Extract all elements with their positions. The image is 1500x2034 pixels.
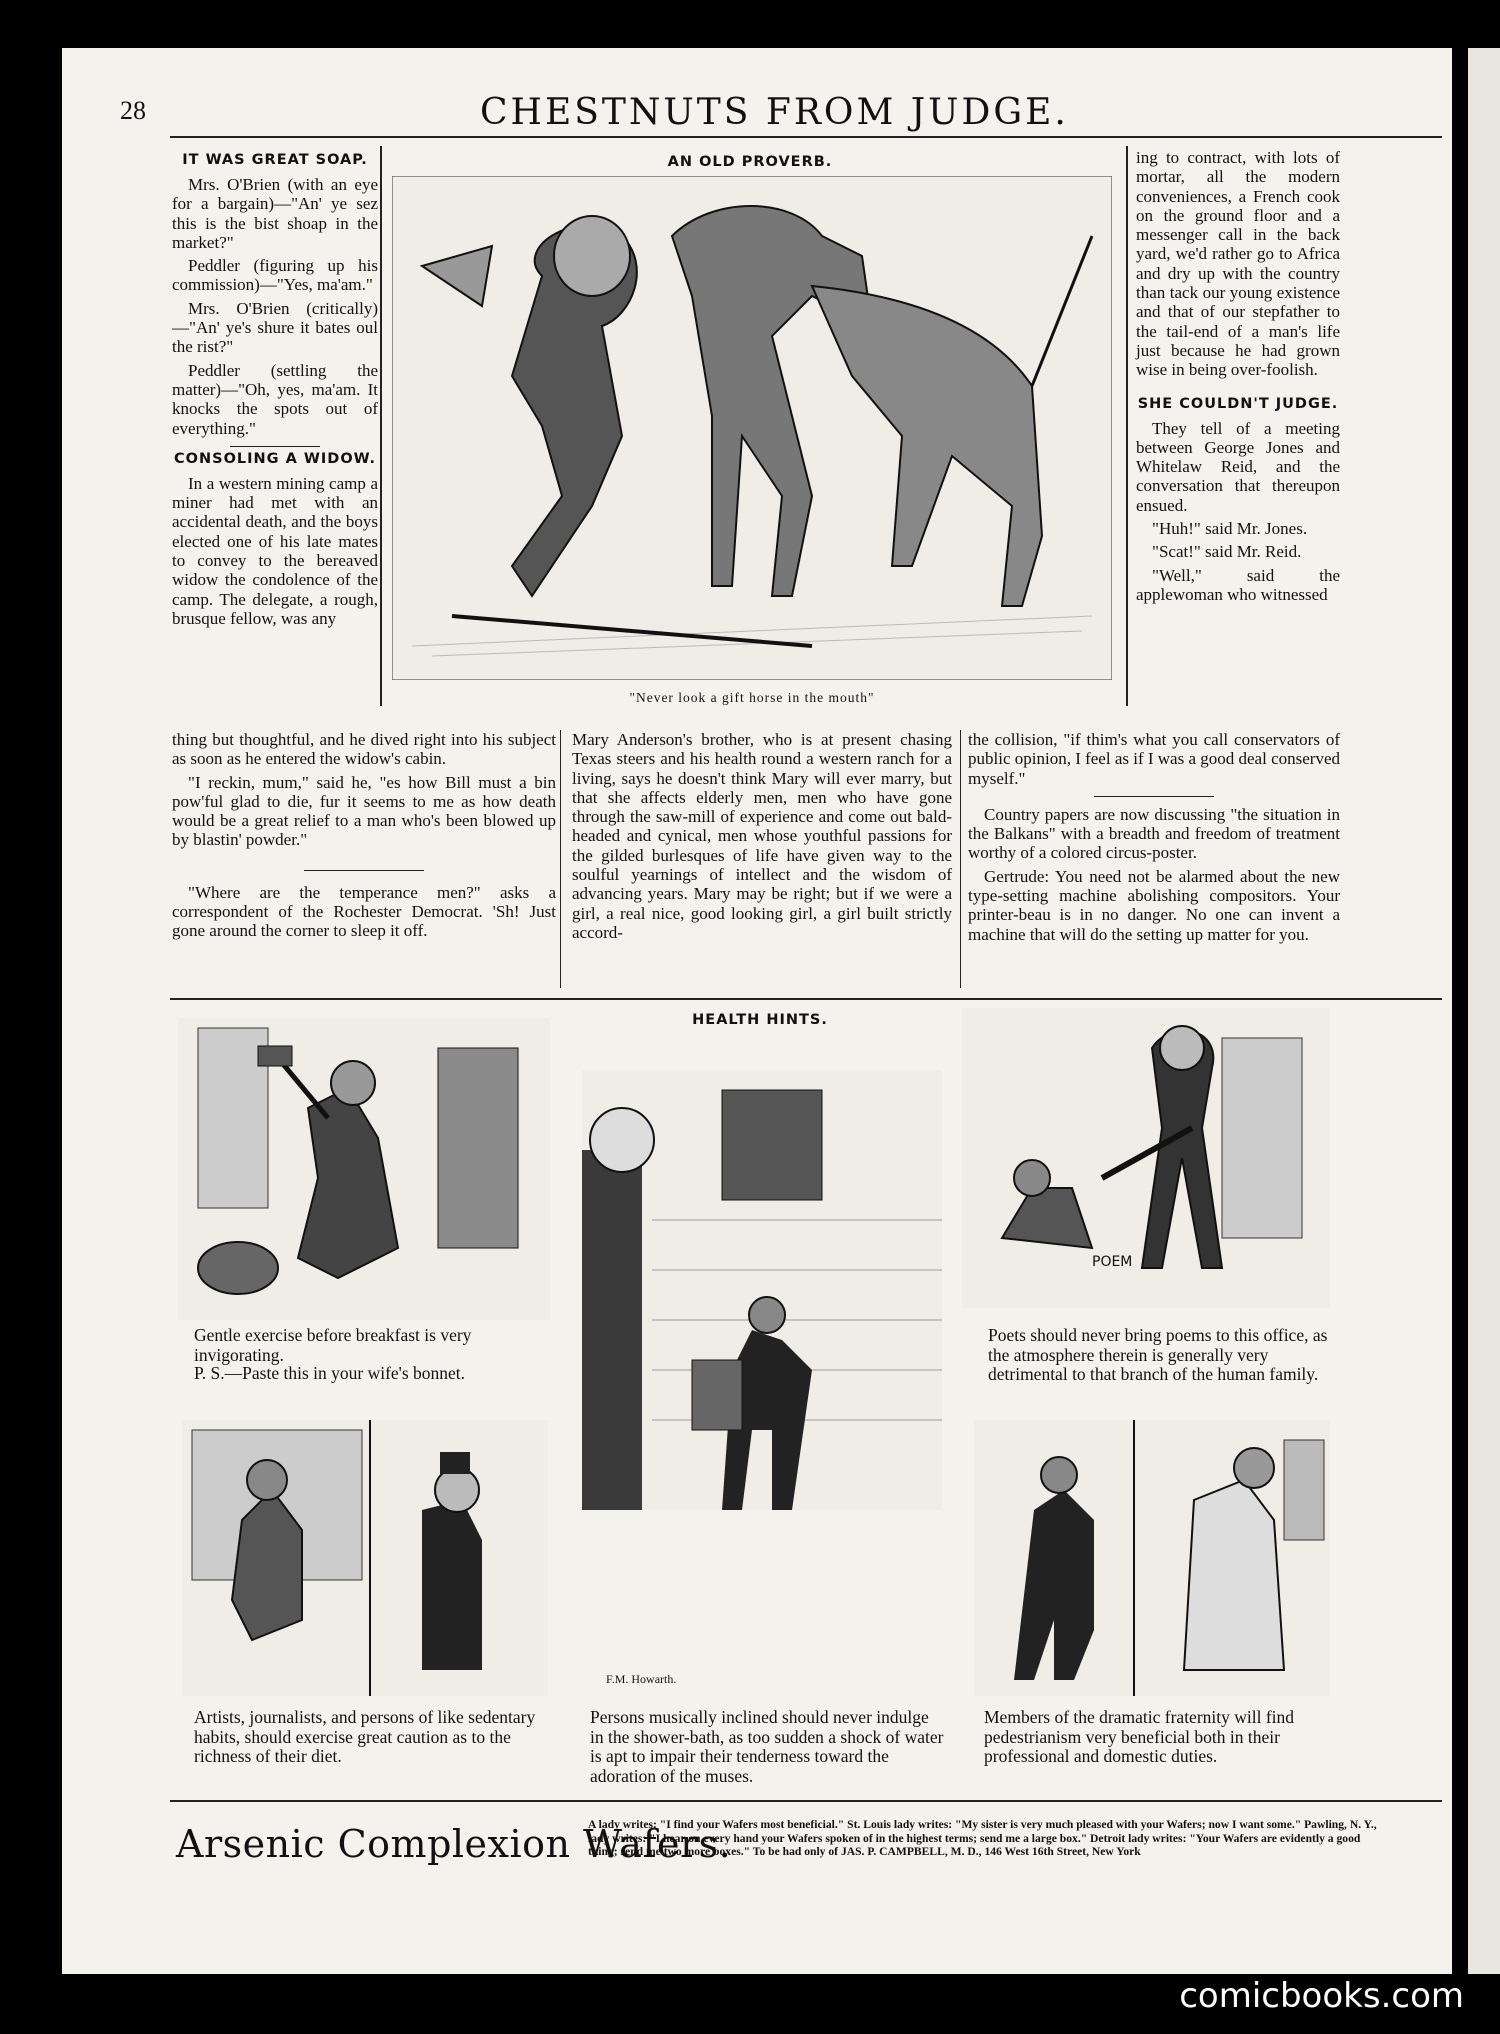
page-number: 28 bbox=[120, 96, 146, 125]
header-rule bbox=[170, 136, 1442, 138]
judge-paragraph: "Huh!" said Mr. Jones. bbox=[1152, 519, 1308, 539]
anderson-text: Mary Anderson's brother, who is at present chasing Texas steers and his health round a western ranch for a living, says he doesn't think Mary will ever marry, but that she affects elderly men, men who have gone through the saw-mill of experience and come out bald-headed and cynical, men whose youthful passions for the gilded burlesques of life have given way to the soulful yearnings of intellect and the wisdom of advancing years. Mary may be right; but if we were a girl, a real nice, good looking girl, a girl built strictly accord- bbox=[572, 730, 952, 942]
frame-left bbox=[380, 146, 382, 706]
judge-paragraph: "Scat!" said Mr. Reid. bbox=[1152, 542, 1302, 562]
page-title: CHESTNUTS FROM JUDGE. bbox=[480, 92, 1069, 133]
contract-text: ing to contract, with lots of mortar, all the modern conveniences, a French cook on the ground floor and a messenger call in the back yard, we'd rather go to Africa and dry up with the country than tack our young existence and that of our stepfather to the tail-end of a man's life just because he had grown wise in being over-foolish. bbox=[1136, 148, 1340, 380]
soap-paragraph: Peddler (settling the matter)—"Oh, yes, ma'am. It knocks the spots out of everything." bbox=[172, 360, 378, 438]
column-lower-middle bbox=[572, 730, 952, 946]
gift-horse-drawing bbox=[392, 176, 1112, 680]
panel-gentle-exercise bbox=[178, 1018, 550, 1320]
section-divider bbox=[230, 446, 320, 447]
caption-dramatic: Members of the dramatic fraternity will find pedestrianism very beneficial both in their professional and domestic duties. bbox=[984, 1707, 1295, 1766]
caption-artists: Artists, journalists, and persons of like sedentary habits, should exercise great caution as to the richness of their diet. bbox=[194, 1707, 536, 1766]
widow-heading: CONSOLING A WIDOW. bbox=[174, 450, 376, 467]
caption-shower-bath: Persons musically inclined should never indulge in the shower-bath, as too sudden a shock of water is apt to impair their tenderness toward the adoration of the muses. bbox=[590, 1707, 944, 1786]
widow-quote: "I reckin, mum," said he, "es how Bill must a bin pow'ful glad to die, fur it seems to me as how death would be a great relief to a man who's been blowed up by blastin' powder." bbox=[172, 772, 556, 850]
section-divider bbox=[1094, 796, 1214, 797]
frame-right bbox=[1126, 146, 1128, 706]
column-soap-widow bbox=[172, 148, 378, 632]
column-lower-right bbox=[968, 730, 1340, 948]
health-heading: HEALTH HINTS. bbox=[692, 1012, 828, 1028]
soap-paragraph: Mrs. O'Brien (critically)—"An' ye's shure it bates oul the rist?" bbox=[172, 298, 378, 357]
caption-ps: P. S.—Paste this in your wife's bonnet. bbox=[194, 1363, 466, 1383]
caption-poets: Poets should never bring poems to this office, as the atmosphere therein is generally very detrimental to that branch of the human family. bbox=[988, 1325, 1328, 1384]
temperance-text: "Where are the temperance men?" asks a correspondent of the Rochester Democrat. 'Sh! Just gone around the corner to sleep it off. bbox=[172, 882, 556, 941]
gertrude-text: Gertrude: You need not be alarmed about the new type-setting machine abolishing compositors. Your printer-beau is in no danger. No one can invent a machine that will do the setting up matter for you. bbox=[968, 866, 1340, 944]
column-lower-left bbox=[172, 730, 556, 945]
judge-paragraph: "Well," said the applewoman who witnessed bbox=[1136, 565, 1340, 604]
panel-dramatic bbox=[974, 1420, 1330, 1696]
balkans-text: Country papers are now discussing "the situation in the Balkans" with a breadth and freedom of treatment worthy of a colored circus-poster. bbox=[968, 804, 1340, 863]
widow-paragraph-cont: thing but thoughtful, and he dived right into his subject as soon as he entered the widow's cabin. bbox=[172, 730, 556, 769]
soap-paragraph: Peddler (figuring up his commission)—"Yes, ma'am." bbox=[172, 256, 378, 295]
column-rule bbox=[560, 730, 561, 988]
panel-poets bbox=[962, 1008, 1330, 1308]
footer-rule bbox=[170, 1800, 1442, 1802]
proverb-illustration bbox=[392, 176, 1112, 680]
judge-heading: SHE COULDN'T JUDGE. bbox=[1137, 395, 1339, 412]
watermark: comicbooks.com bbox=[1179, 1976, 1464, 2016]
soap-paragraph: Mrs. O'Brien (with an eye for a bargain)—"An' ye sez this is the bist shoap in the market?" bbox=[172, 175, 378, 252]
column-rule bbox=[960, 730, 961, 988]
section-rule bbox=[170, 998, 1442, 1000]
judge-continuation: the collision, "if thim's what you call conservators of public opinion, I feel as if I was a good deal conserved myself." bbox=[968, 730, 1340, 788]
column-contract-judge bbox=[1136, 148, 1340, 608]
ad-brand: Arsenic Complexion Wafers. bbox=[176, 1822, 732, 1866]
ad-text: A lady writes: "I find your Wafers most beneficial." St. Louis lady writes: "My sister is very much pleased with your Wafers; now I want some." Pawling, N. Y., lady writes: "I hear on every hand your Wafers spoken of in the highest terms; send me a large box." Detroit lady writes: "Your Wafers are evidently a good thing; send me two more boxes." To be had only of JAS. P. CAMPBELL, M. D., 146 West 16th Street, New York bbox=[588, 1818, 1377, 1858]
poem-label: POEM bbox=[1092, 1254, 1133, 1270]
artist-signature: F.M. Howarth. bbox=[606, 1672, 677, 1686]
proverb-caption: "Never look a gift horse in the mouth" bbox=[629, 690, 875, 705]
proverb-heading: AN OLD PROVERB. bbox=[667, 154, 833, 170]
next-page-edge bbox=[1468, 48, 1500, 1974]
caption-gentle-exercise: Gentle exercise before breakfast is very invigorating. bbox=[194, 1325, 472, 1365]
soap-heading: IT WAS GREAT SOAP. bbox=[182, 152, 368, 168]
panel-artists bbox=[182, 1420, 548, 1696]
widow-paragraph: In a western mining camp a miner had met with an accidental death, and the boys elected one of his late mates to convey to the bereaved widow the condolence of the camp. The delegate, a rough, brusque fellow, was any bbox=[172, 473, 378, 628]
section-divider bbox=[304, 870, 424, 871]
judge-paragraph: They tell of a meeting between George Jones and Whitelaw Reid, and the conversation that thereupon ensued. bbox=[1136, 418, 1340, 515]
panel-shower-bath bbox=[582, 1070, 942, 1510]
